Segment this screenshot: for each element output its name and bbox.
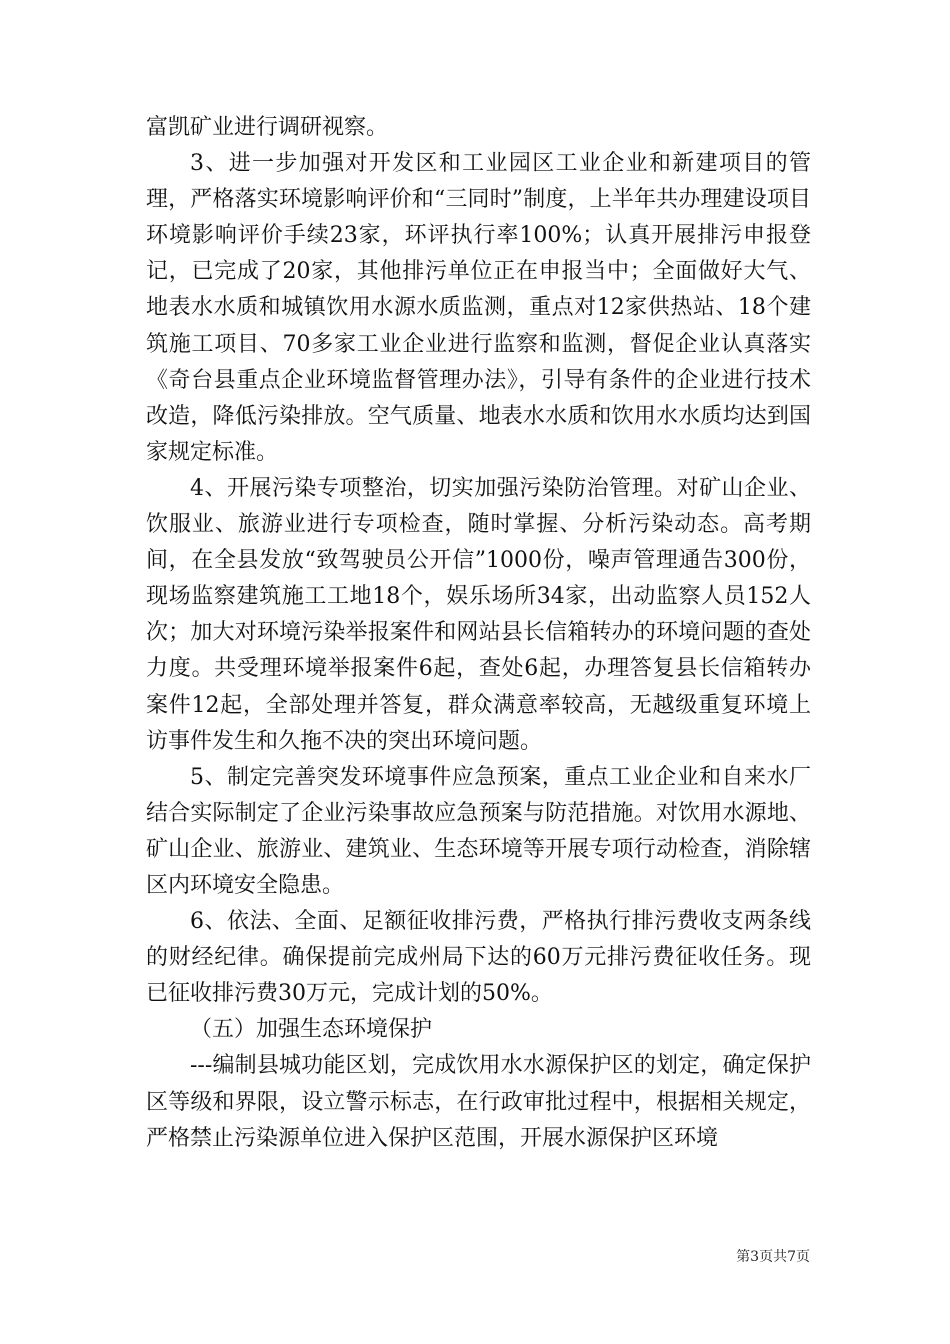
document-body <box>146 110 811 1157</box>
paragraph-continuation: 富凯矿业进行调研视察。 <box>146 115 389 140</box>
paragraph-item-3: 3、进一步加强对开发区和工业园区工业企业和新建项目的管理，严格落实环境影响评价和“三同时”制度，上半年共办理建设项目环境影响评价手续23家，环评执行率100%；认真开展排污申报登记，已完成了20家，其他排污单位正在申报当中；全面做好大气、地表水水质和城镇饮用水源水质监测，重点对12家供热站、18个建筑施工项目、70多家工业企业进行监察和监测，督促企业认真落实《奇台县重点企业环境监督管理办法》，引导有条件的企业进行技术改造，降低污染排放。空气质量、地表水水质和饮用水水质均达到国家规定标准。 <box>146 151 811 465</box>
paragraph-item-6: 6、依法、全面、足额征收排污费，严格执行排污费收支两条线的财经纪律。确保提前完成州局下达的60万元排污费征收任务。现已征收排污费30万元，完成计划的50%。 <box>146 909 811 1007</box>
paragraph-item-5: 5、制定完善突发环境事件应急预案，重点工业企业和自来水厂结合实际制定了企业污染事故应急预案与防范措施。对饮用水源地、矿山企业、旅游业、建筑业、生态环境等开展专项行动检查，消除辖区内环境安全隐患。 <box>146 764 811 898</box>
paragraph-item-4: 4、开展污染专项整治，切实加强污染防治管理。对矿山企业、饮服业、旅游业进行专项检查，随时掌握、分析污染动态。高考期间，在全县发放“致驾驶员公开信”1000份，噪声管理通告300份，现场监察建筑施工工地18个，娱乐场所34家，出动监察人员152人次；加大对环境污染举报案件和网站县长信箱转办的环境问题的查处力度。共受理环境举报案件6起，查处6起，办理答复县长信箱转办案件12起，全部处理并答复，群众满意率较高，无越级重复环境上访事件发生和久拖不决的突出环境问题。 <box>146 475 811 754</box>
page-number: 第3页共7页 <box>736 1249 810 1265</box>
paragraph-ecology: ---编制县城功能区划，完成饮用水水源保护区的划定，确定保护区等级和界限，设立警示标志，在行政审批过程中，根据相关规定，严格禁止污染源单位进入保护区范围，开展水源保护区环境 <box>146 1053 811 1151</box>
section-heading-5: （五）加强生态环境保护 <box>190 1017 433 1043</box>
